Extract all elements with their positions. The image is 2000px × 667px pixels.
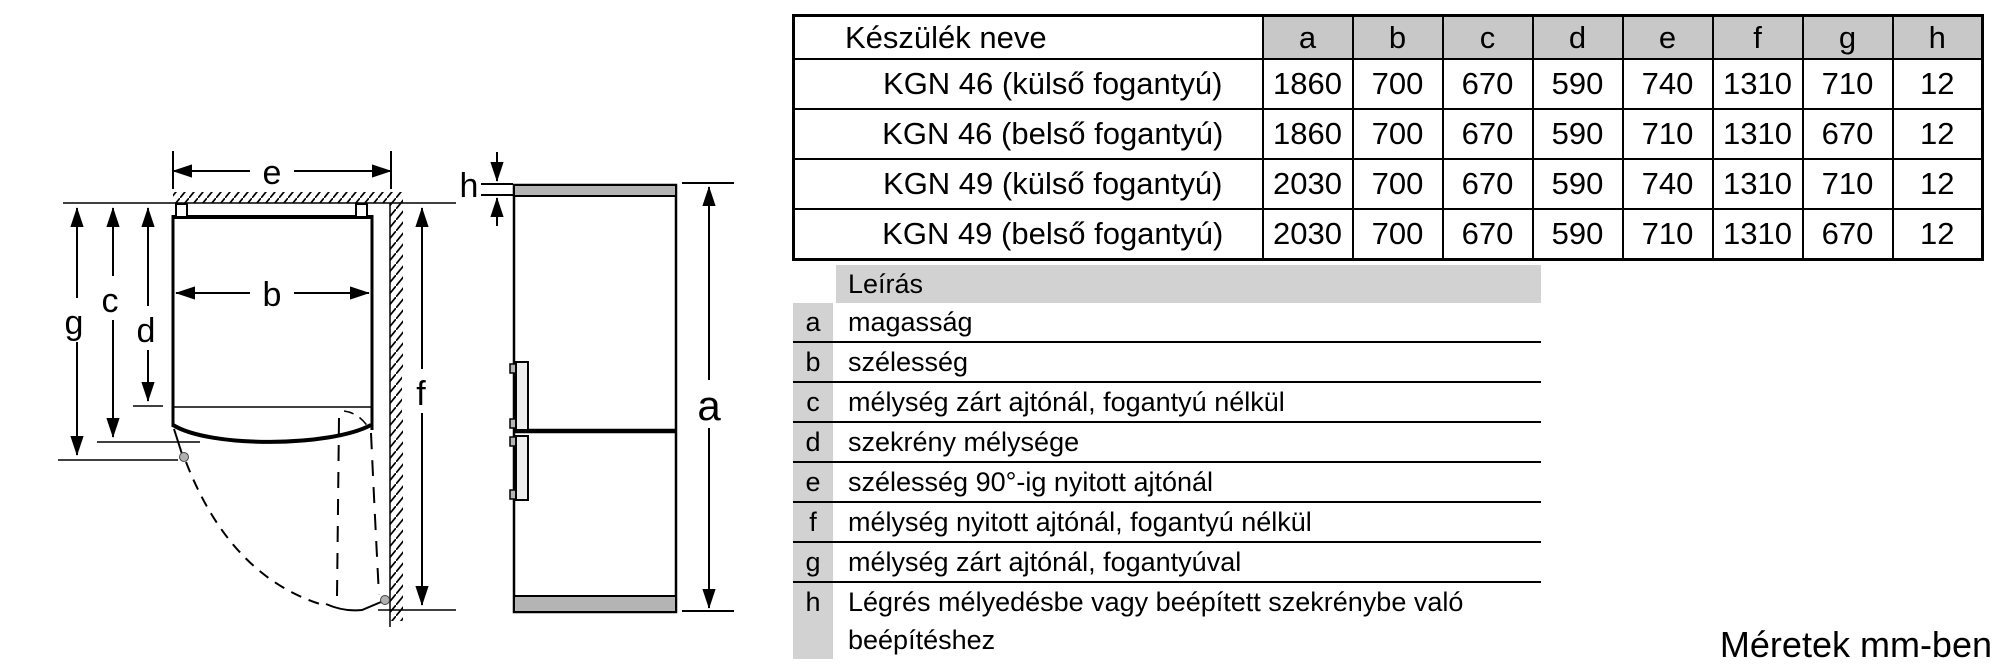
handle-pivot-dot bbox=[180, 453, 189, 462]
label-f: f bbox=[416, 375, 426, 413]
table-header-e: e bbox=[1623, 16, 1713, 60]
legend-item bbox=[793, 343, 1541, 383]
value-cell: 740 bbox=[1623, 59, 1713, 109]
legend-key: f bbox=[793, 503, 833, 541]
value-cell: 590 bbox=[1533, 109, 1623, 159]
label-c: c bbox=[101, 282, 119, 320]
cabinet-top-view bbox=[172, 204, 373, 462]
hinge-block-left bbox=[176, 204, 187, 217]
appliance-body bbox=[514, 185, 676, 612]
wall-hatch-right bbox=[390, 203, 403, 621]
table-header-row bbox=[794, 16, 1983, 60]
value-cell: 12 bbox=[1893, 209, 1983, 260]
legend bbox=[793, 265, 1541, 659]
wall-hatch-top bbox=[173, 192, 403, 203]
label-e: e bbox=[262, 154, 282, 192]
label-a: a bbox=[697, 382, 721, 429]
legend-key: e bbox=[793, 463, 833, 501]
legend-key: b bbox=[793, 343, 833, 381]
table-header-b: b bbox=[1353, 16, 1443, 60]
value-cell: 670 bbox=[1803, 109, 1893, 159]
legend-item bbox=[793, 383, 1541, 423]
side-view-diagram bbox=[460, 152, 734, 612]
legend-text: mélység nyitott ajtónál, fogantyú nélkül bbox=[848, 507, 1312, 537]
legend-item bbox=[793, 583, 1541, 659]
dimension-h bbox=[460, 152, 513, 226]
value-cell: 710 bbox=[1623, 209, 1713, 260]
value-cell: 700 bbox=[1353, 59, 1443, 109]
legend-text: mélység zárt ajtónál, fogantyú nélkül bbox=[848, 387, 1285, 417]
value-cell: 710 bbox=[1623, 109, 1713, 159]
legend-text: mélység zárt ajtónál, fogantyúval bbox=[848, 547, 1242, 577]
installation-diagram bbox=[0, 0, 820, 667]
dimension-d bbox=[126, 208, 164, 406]
value-cell: 700 bbox=[1353, 109, 1443, 159]
dimension-b bbox=[176, 274, 369, 314]
value-cell: 1860 bbox=[1263, 109, 1353, 159]
model-name-cell: KGN 49 (belső fogantyú) bbox=[794, 209, 1263, 260]
value-cell: 12 bbox=[1893, 59, 1983, 109]
value-cell: 590 bbox=[1533, 159, 1623, 209]
units-note: Méretek mm-ben bbox=[1719, 624, 1992, 665]
legend-key: d bbox=[793, 423, 833, 461]
value-cell: 740 bbox=[1623, 159, 1713, 209]
value-cell: 1310 bbox=[1713, 209, 1803, 260]
label-h: h bbox=[459, 167, 479, 205]
legend-key: c bbox=[793, 383, 833, 421]
table-header-c: c bbox=[1443, 16, 1533, 60]
value-cell: 1860 bbox=[1263, 59, 1353, 109]
table-header-f: f bbox=[1713, 16, 1803, 60]
base-strip bbox=[514, 596, 676, 612]
value-cell: 12 bbox=[1893, 109, 1983, 159]
door-closed-curve bbox=[173, 425, 371, 442]
value-cell: 590 bbox=[1533, 59, 1623, 109]
legend-text: Légrés mélyedésbe vagy beépített szekrénybe való beépítéshez bbox=[848, 587, 1464, 655]
legend-item bbox=[793, 463, 1541, 503]
legend-header-row bbox=[793, 265, 1541, 303]
legend-key: h bbox=[793, 583, 833, 659]
top-air-gap-strip bbox=[514, 185, 676, 196]
model-name-cell: KGN 49 (külső fogantyú) bbox=[794, 159, 1263, 209]
value-cell: 670 bbox=[1803, 209, 1893, 260]
table-header-h: h bbox=[1893, 16, 1983, 60]
value-cell: 1310 bbox=[1713, 159, 1803, 209]
label-g: g bbox=[64, 304, 84, 342]
top-view-diagram bbox=[55, 151, 456, 627]
dimensions-table bbox=[792, 14, 1984, 261]
value-cell: 1310 bbox=[1713, 59, 1803, 109]
legend-text: szekrény mélysége bbox=[848, 427, 1080, 457]
value-cell: 2030 bbox=[1263, 159, 1353, 209]
model-name-cell: KGN 46 (külső fogantyú) bbox=[794, 59, 1263, 109]
value-cell: 590 bbox=[1533, 209, 1623, 260]
table-row bbox=[794, 209, 1983, 260]
value-cell: 670 bbox=[1443, 159, 1533, 209]
table-header-a: a bbox=[1263, 16, 1353, 60]
legend-text: magasság bbox=[848, 307, 973, 337]
label-b: b bbox=[262, 276, 282, 314]
value-cell: 710 bbox=[1803, 59, 1893, 109]
table-row bbox=[794, 109, 1983, 159]
table-header-g: g bbox=[1803, 16, 1893, 60]
table-row bbox=[794, 159, 1983, 209]
door-handle-lower bbox=[510, 436, 528, 500]
legend-header: Leírás bbox=[836, 265, 1541, 303]
legend-item bbox=[793, 503, 1541, 543]
door-tip-dot bbox=[381, 596, 390, 605]
value-cell: 700 bbox=[1353, 209, 1443, 260]
value-cell: 670 bbox=[1443, 59, 1533, 109]
value-cell: 1310 bbox=[1713, 109, 1803, 159]
legend-item bbox=[793, 423, 1541, 463]
dimension-a bbox=[682, 183, 734, 611]
table-header-name: Készülék neve bbox=[794, 16, 1263, 60]
value-cell: 670 bbox=[1443, 209, 1533, 260]
value-cell: 2030 bbox=[1263, 209, 1353, 260]
legend-text: szélesség bbox=[848, 347, 969, 377]
legend-text: szélesség 90°-ig nyitott ajtónál bbox=[848, 467, 1214, 497]
legend-item bbox=[793, 543, 1541, 583]
label-d: d bbox=[136, 312, 156, 350]
value-cell: 12 bbox=[1893, 159, 1983, 209]
legend-key: g bbox=[793, 543, 833, 581]
table-row bbox=[794, 59, 1983, 109]
table-header-d: d bbox=[1533, 16, 1623, 60]
dimension-e bbox=[173, 151, 391, 192]
hinge-block-right bbox=[356, 204, 367, 217]
value-cell: 670 bbox=[1443, 109, 1533, 159]
door-handle-upper bbox=[510, 362, 528, 430]
door-swing-arc bbox=[186, 462, 320, 604]
value-cell: 710 bbox=[1803, 159, 1893, 209]
legend-item bbox=[793, 303, 1541, 343]
legend-key: a bbox=[793, 303, 833, 341]
model-name-cell: KGN 46 (belső fogantyú) bbox=[794, 109, 1263, 159]
value-cell: 700 bbox=[1353, 159, 1443, 209]
